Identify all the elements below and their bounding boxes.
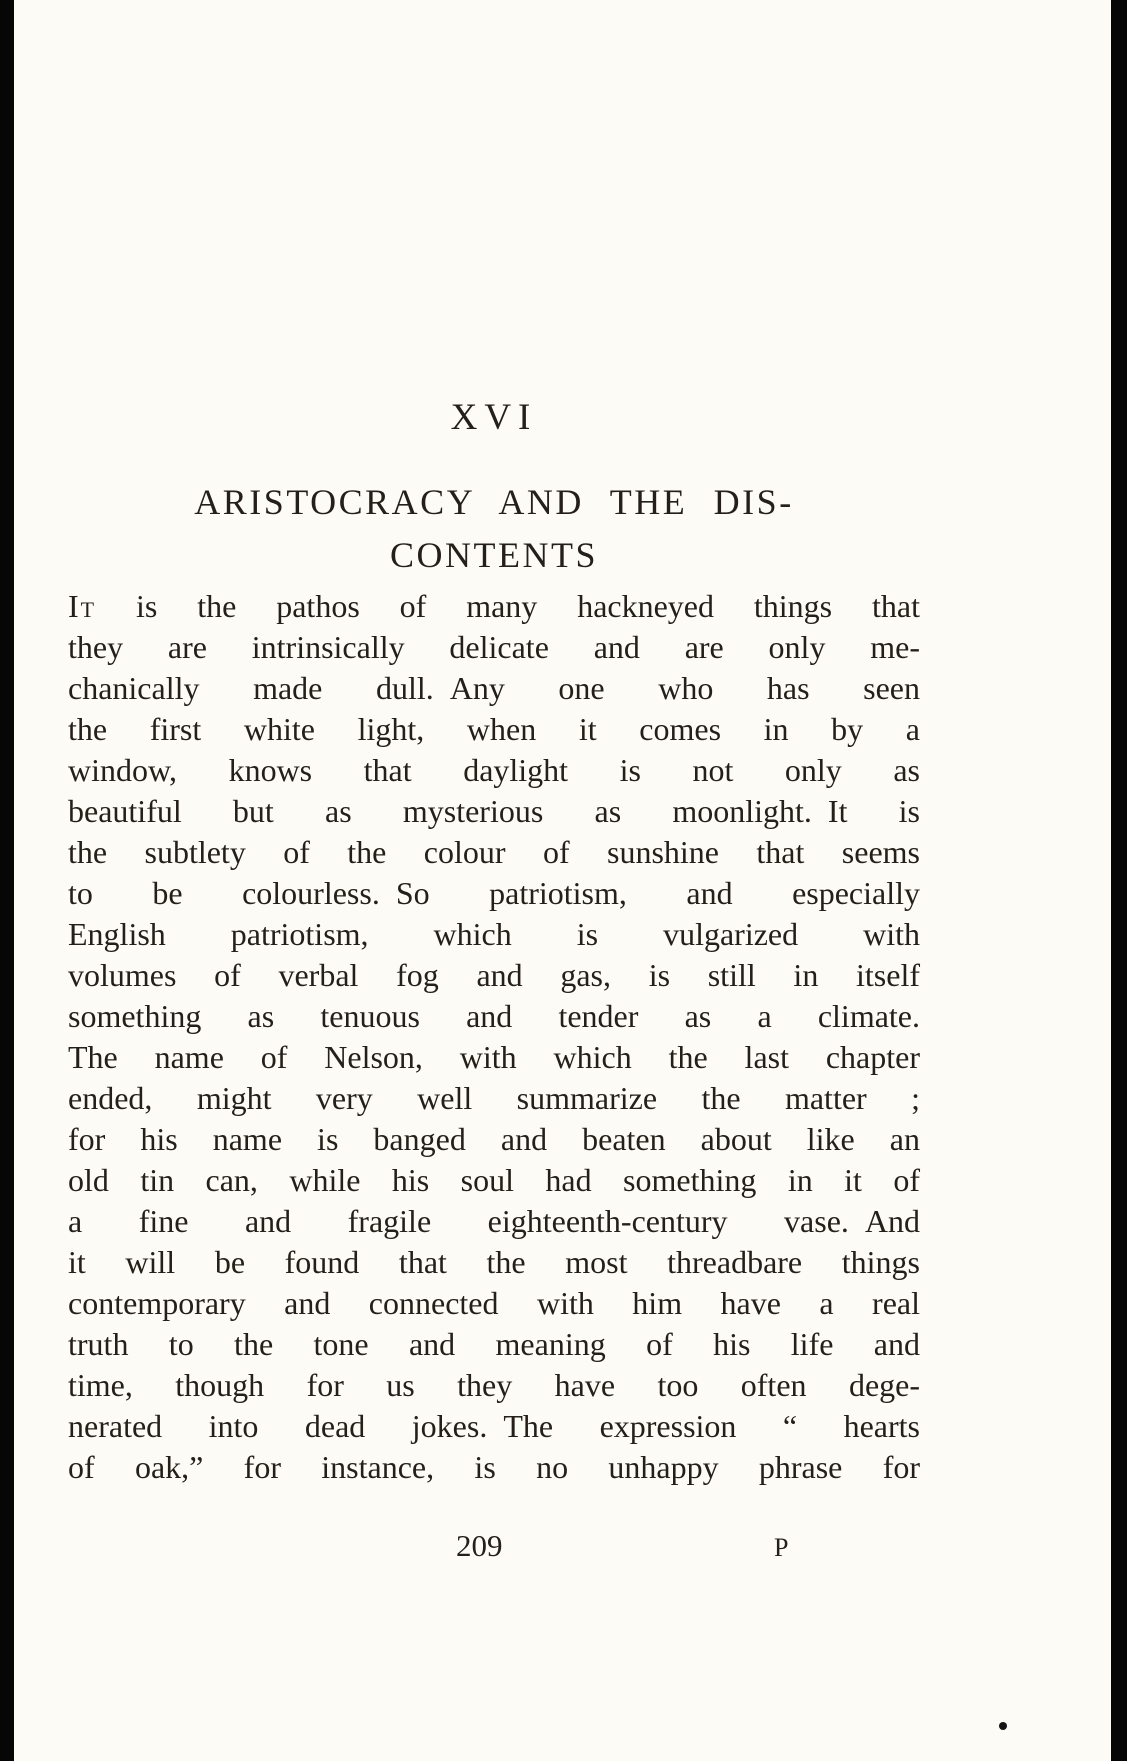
scan-speck [999, 1722, 1007, 1730]
body-line: truth to the tone and meaning of his life and [68, 1326, 920, 1362]
page-footer [68, 1528, 920, 1572]
scan-edge-left [0, 0, 14, 1761]
scan-edge-right [1111, 0, 1127, 1761]
chapter-title-line-2: CONTENTS [390, 535, 598, 575]
body-line: a fine and fragile eighteenth-century vase. And [68, 1203, 920, 1239]
body-line: ended, might very well summarize the matter ; [68, 1080, 920, 1116]
body-line: it will be found that the most threadbare things [68, 1244, 920, 1280]
chapter-number: XVI [450, 397, 538, 438]
body-line: to be colourless. So patriotism, and especially [68, 875, 920, 911]
body-line: the first white light, when it comes in by a [68, 711, 920, 747]
body-line: window, knows that daylight is not only as [68, 752, 920, 788]
body-line: The name of Nelson, with which the last chapter [68, 1039, 920, 1075]
body-line: chanically made dull. Any one who has seen [68, 670, 920, 706]
body-line: English patriotism, which is vulgarized with [68, 916, 920, 952]
body-line: contemporary and connected with him have a real [68, 1285, 920, 1321]
chapter-title-line-1: ARISTOCRACY AND THE DIS- [194, 482, 794, 522]
body-line: nerated into dead jokes. The expression “ hearts [68, 1408, 920, 1444]
signature-mark: P [774, 1533, 789, 1562]
body-line: beautiful but as mysterious as moonlight. It is [68, 793, 920, 829]
body-line: volumes of verbal fog and gas, is still in itself [68, 957, 920, 993]
body-line: old tin can, while his soul had something in it of [68, 1162, 920, 1198]
body-line: of oak,” for instance, is no unhappy phrase for [68, 1449, 920, 1485]
body-line: the subtlety of the colour of sunshine that seems [68, 834, 920, 870]
body-line [68, 586, 920, 627]
page-content [68, 0, 920, 1761]
body-line-text: is the pathos of many hackneyed things that [96, 588, 920, 624]
lead-word: It [68, 588, 97, 624]
body-line: time, though for us they have too often dege- [68, 1367, 920, 1403]
body-line: they are intrinsically delicate and are only me- [68, 629, 920, 665]
chapter-title [68, 476, 920, 582]
body-text [68, 586, 920, 1488]
body-line: for his name is banged and beaten about like an [68, 1121, 920, 1157]
body-line: something as tenuous and tender as a climate. [68, 998, 920, 1034]
page-number: 209 [456, 1528, 503, 1563]
